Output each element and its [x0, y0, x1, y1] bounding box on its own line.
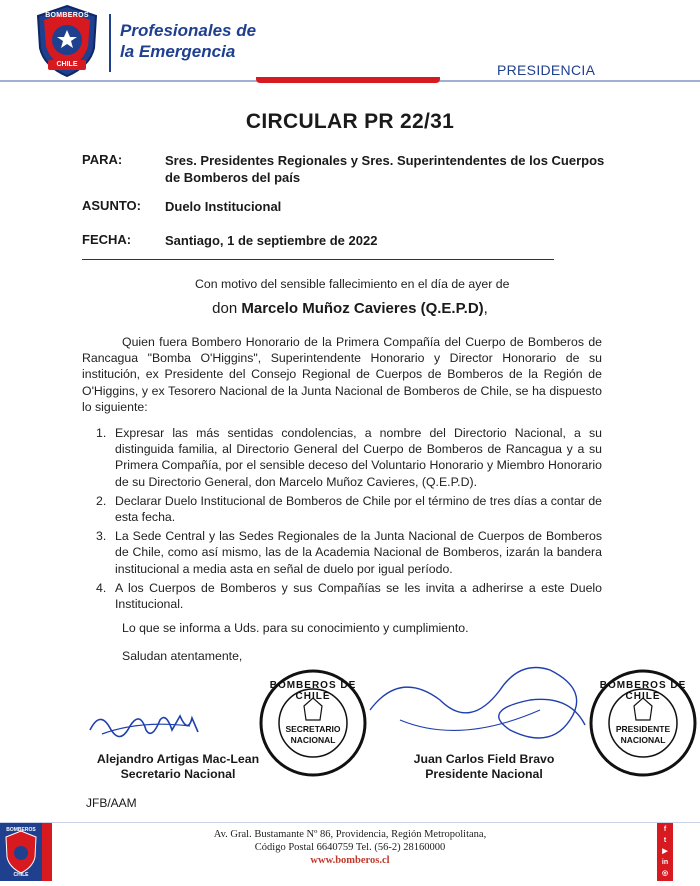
address-line1: Av. Gral. Bustamante Nº 86, Providencia, Región Metropolitana, — [213, 829, 487, 840]
header-divider — [109, 14, 111, 72]
list-number: 3. — [96, 529, 107, 544]
signer1-block — [80, 752, 276, 782]
footer-address — [160, 828, 540, 867]
seal2-center-line1: PRESIDENTE — [615, 724, 671, 734]
body-paragraph: Quien fuera Bombero Honorario de la Primera Compañía del Cuerpo de Bomberos de Rancagua "Bomba O'Higgins", Superintendente Honorario y Director Honorario de su institución, ex Presidente del Consejo Regional de Cuerpos de Bomberos de la Región de O'Higgins, y ex Tesorero Nacional de la Junta Nacional de Bomberos de Chile, se ha dispuesto lo siguiente: — [82, 335, 602, 414]
footer-logo-text-bottom: CHILE — [13, 872, 29, 878]
header-red-accent — [256, 77, 440, 83]
honoree-prefix: don — [212, 300, 238, 317]
seal1-center-line1: SECRETARIO — [285, 724, 341, 734]
youtube-icon[interactable]: ▶ — [662, 847, 668, 855]
social-bar — [657, 823, 673, 881]
asunto-value: Duelo Institucional — [165, 199, 282, 214]
honoree-line — [0, 300, 700, 317]
seal1-center-line2: NACIONAL — [290, 735, 336, 745]
asunto-label: ASUNTO: — [82, 198, 141, 213]
list-item — [82, 493, 602, 525]
twitter-icon[interactable]: t — [663, 837, 667, 845]
list-number: 1. — [96, 426, 107, 440]
footer-red-bar — [42, 823, 52, 881]
signature-scribble-2 — [360, 650, 600, 760]
seal2-ring-text: BOMBEROS DE CHILE — [599, 680, 687, 702]
tagline — [120, 20, 256, 62]
signer2-block — [404, 752, 564, 782]
list-number: 2. — [96, 493, 107, 508]
logo-top-text: BOMBEROS — [45, 12, 89, 19]
list-number: 4. — [96, 580, 107, 595]
footer-logo-text: BOMBEROS — [6, 827, 36, 833]
linkedin-icon[interactable]: in — [661, 858, 669, 866]
salutation: Saludan atentamente, — [122, 649, 243, 663]
reference-initials: JFB/AAM — [86, 796, 137, 810]
facebook-icon[interactable]: f — [663, 826, 667, 834]
para-value: Sres. Presidentes Regionales y Sres. Superintendentes de los Cuerpos de Bomberos del país — [165, 153, 605, 185]
document-title: CIRCULAR PR 22/31 — [245, 110, 455, 133]
tagline-line1: Profesionales de — [120, 21, 257, 40]
intro-text: Con motivo del sensible fallecimiento en el día de ayer de — [195, 277, 510, 291]
fecha-label: FECHA: — [82, 232, 132, 247]
closing-text: Lo que se informa a Uds. para su conocimiento y cumplimiento. — [122, 621, 469, 635]
meta-divider — [82, 259, 554, 260]
honoree-suffix: , — [483, 300, 488, 317]
fecha-value: Santiago, 1 de septiembre de 2022 — [165, 233, 378, 248]
list-text: Expresar las más sentidas condolencias, a nombre del Directorio Nacional, a su distinguida familia, al Directorio General del Cuerpo de Bomberos de Rancagua y a su Primera Compañía, por el sensible deceso del Voluntario Honorario y Miembro Honorario de su Directorio General, don Marcelo Muñoz Cavieres, (Q.E.P.D). — [115, 426, 602, 489]
footer-logo — [0, 823, 42, 881]
seal2-center-line2: NACIONAL — [620, 735, 666, 745]
para-label: PARA: — [82, 152, 123, 167]
tagline-line2: la Emergencia — [120, 42, 236, 61]
list-item — [82, 528, 602, 577]
signer2-role: Presidente Nacional — [425, 767, 543, 781]
list-text: La Sede Central y las Sedes Regionales de la Junta Nacional de Cuerpos de Bomberos de Chile, como así mismo, las de la Academia Nacional de Bomberos, izarán la bandera institucional a media asta en señal de duelo por igual período. — [115, 529, 602, 576]
bomberos-logo — [34, 4, 100, 78]
list-item — [82, 425, 602, 490]
address-line2: Código Postal 6640759 Tel. (56-2) 28160000 — [254, 842, 446, 853]
signer1-role: Secretario Nacional — [120, 767, 236, 781]
website-link[interactable]: www.bomberos.cl — [310, 855, 390, 866]
department-label: PRESIDENCIA — [497, 62, 596, 78]
list-text: A los Cuerpos de Bomberos y sus Compañías se les invita a adherirse a este Duelo Institucional. — [115, 580, 602, 612]
logo-bottom-text: CHILE — [56, 61, 78, 68]
seal1-ring-text: BOMBEROS DE CHILE — [269, 680, 357, 702]
signature-scribble-1 — [80, 690, 230, 750]
resolution-list — [82, 425, 602, 615]
list-item — [82, 580, 602, 612]
signer1-name: Alejandro Artigas Mac-Lean — [96, 752, 260, 766]
instagram-icon[interactable]: ◎ — [661, 869, 669, 877]
list-text: Declarar Duelo Institucional de Bomberos de Chile por el término de tres días a contar de esta fecha. — [115, 493, 602, 525]
honoree-name: Marcelo Muñoz Cavieres (Q.E.P.D) — [241, 300, 484, 317]
presidente-seal — [588, 668, 698, 778]
signer2-name: Juan Carlos Field Bravo — [413, 752, 555, 766]
